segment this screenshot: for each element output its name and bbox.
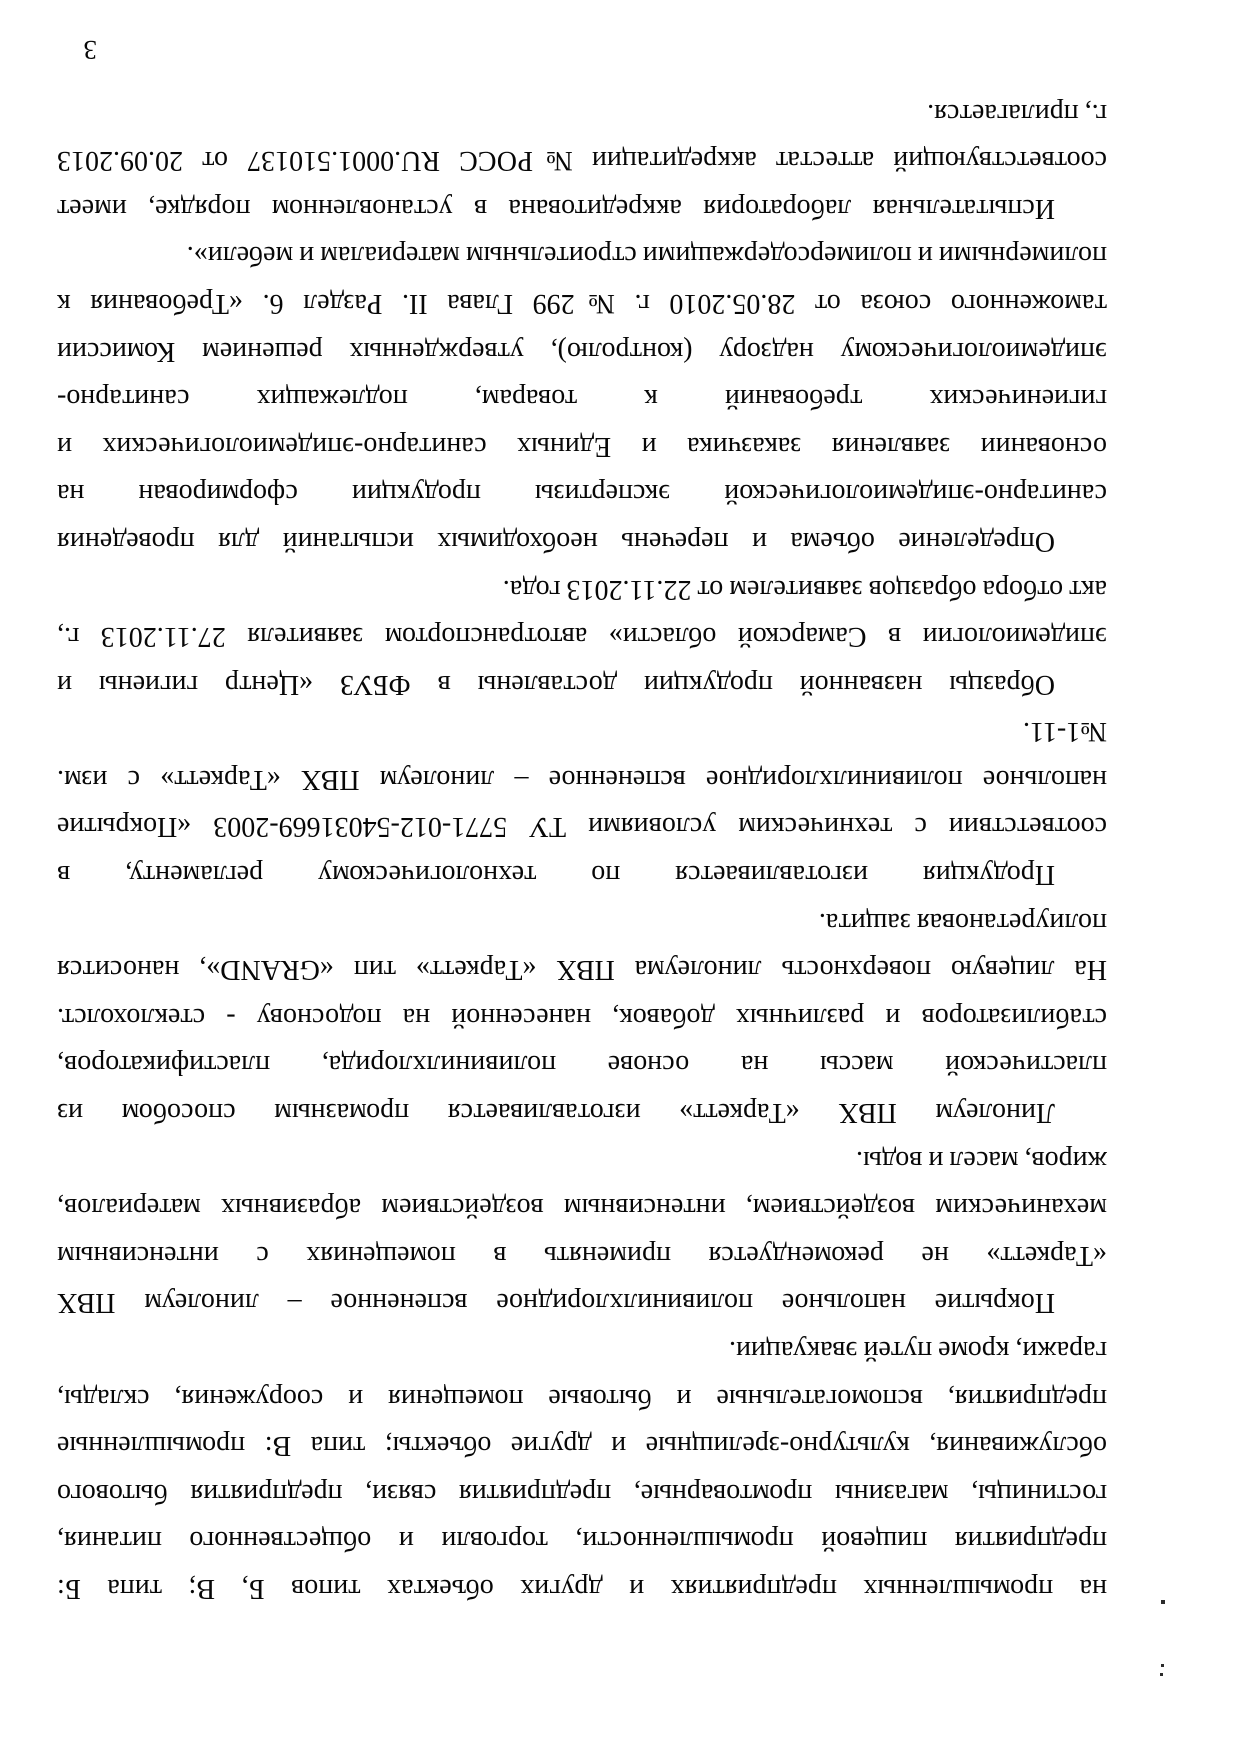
text-line: пластической массы на основе поливинилхлорида, пластификаторов,	[57, 1049, 1107, 1081]
text-line: санитарно-эпидемиологической экспертизы продукции сформирован на	[57, 478, 1107, 510]
text-line: на промышленных предприятиях и других объектах типов Б, В; типа Б:	[57, 1573, 1107, 1604]
text-line: соответствии с техническим условиями ТУ 5771-012-54031669-2003 «Покрытие	[57, 811, 1107, 843]
text-line: эпидемиологическому надзору (контролю), утвержденных решением Комиссии	[57, 335, 1107, 367]
scan-artifact-dot	[1160, 1673, 1163, 1676]
text-line: полимерными и полимерсодержащими строительным материалам и мебели».	[186, 240, 1107, 272]
text-line: г., прилагается.	[927, 97, 1107, 129]
text-line: Испытательная лаборатория аккредитована в установленном порядке, имеет	[57, 192, 1055, 224]
text-line: эпидемиологии в Самарской области» автотранспортом заявителя 27.11.2013 г.,	[57, 621, 1107, 653]
text-line: напольное поливинилхлоридное вспененное – линолеум ПВХ «Таркетт» с изм.	[57, 763, 1107, 795]
text-line: жиров, масел и воды.	[856, 1144, 1107, 1176]
text-line: механическим воздействием, интенсивным воздействием абразивных материалов,	[57, 1192, 1107, 1224]
text-line: основании заявления заказчика и Единых санитарно-эпидемиологических и	[57, 430, 1107, 462]
document-text-block	[57, 89, 1107, 1612]
scan-artifact-dot	[1161, 1600, 1165, 1604]
text-line: предприятия, вспомогательные и бытовые помещения и сооружения, склады,	[57, 1382, 1107, 1414]
text-line: таможенного союза от 28.05.2010 г. №299 Глава II. Раздел 6. «Требования к	[57, 287, 1107, 319]
text-line: соответствующий аттестат аккредитации №РОСС RU.0001.510137 от 20.09.2013	[57, 145, 1107, 177]
text-line: №1-11.	[1023, 716, 1107, 748]
text-line: гостиницы, магазины промтоварные, предприятия связи, предприятия бытового	[57, 1477, 1107, 1509]
text-line: гигиенических требований к товарам, подлежащих санитарно-	[57, 383, 1107, 415]
text-line: Покрытие напольное поливинилхлоридное вспененное – линолеум ПВХ	[57, 1287, 1055, 1319]
text-line: Определение объема и перечень необходимых испытаний для проведения	[57, 525, 1055, 557]
text-line: «Таркетт» не рекомендуется применять в помещениях с интенсивным	[57, 1239, 1107, 1271]
text-line: На лицевую поверхность линолеума ПВХ «Таркетт» тип «GRAND», наносится	[57, 954, 1107, 986]
text-line: Образцы названной продукции доставлены в ФБУЗ «Центр гигиены и	[57, 668, 1055, 700]
scan-artifact-dot	[1161, 1664, 1164, 1667]
text-line: Линолеум ПВХ «Таркетт» изготавливается промазным способом из	[57, 1097, 1055, 1129]
text-line: стабилизаторов и различных добавок, нанесенной на подоснову - стеклохолст.	[57, 1001, 1107, 1033]
text-line: полиуретановая защита.	[818, 906, 1107, 938]
text-line: обслуживания, культурно-зрелищные и другие объекты; типа В: промышленные	[57, 1430, 1107, 1462]
text-line: акт отбора образцов заявителем от 22.11.2013 года.	[502, 573, 1107, 605]
text-line: гаражи, кроме путей эвакуации.	[728, 1335, 1107, 1367]
text-line: предприятия пищевой промышленности, торговли и общественного питания,	[57, 1525, 1107, 1557]
page-number: 3	[83, 35, 97, 65]
text-line: Продукция изготавливается по технологическому регламенту, в	[57, 859, 1055, 891]
